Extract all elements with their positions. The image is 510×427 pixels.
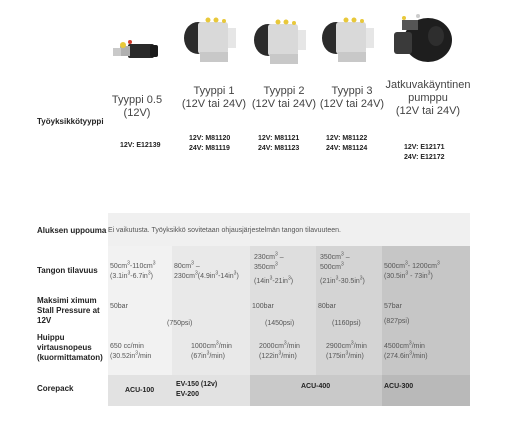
product-title-type-1 <box>178 85 250 111</box>
stall-bar-continuous: 57bar <box>384 303 402 310</box>
superscript: 3 <box>127 270 131 277</box>
row-label-unit-type: Työyksikkötyyppi <box>37 117 104 126</box>
corepack-type-2-3: ACU-400 <box>301 383 331 390</box>
superscript: 3 <box>269 275 273 282</box>
ram-volume-type-0-5 <box>110 262 156 282</box>
row-label-stall-pressure: Maksimi ximum Stall Pressure at 12V <box>37 296 100 325</box>
ram-volume-text: ) <box>362 278 365 285</box>
product-code: 12V: E12139 <box>120 142 161 149</box>
product-code: 12V: M81121 <box>258 135 300 142</box>
row-label-ram-volume: Tangon tilavuus <box>37 266 98 275</box>
superscript: 3 <box>127 260 130 267</box>
product-title-line: (12V tai 24V) <box>319 98 385 110</box>
product-image-continuous <box>388 10 458 70</box>
superscript: 3 <box>147 270 151 277</box>
flow-text: 2900cm <box>326 343 351 350</box>
superscript: 3 <box>335 275 339 282</box>
superscript: 3 <box>278 350 282 357</box>
ram-volume-text: – <box>193 263 200 270</box>
superscript: 3 <box>152 260 156 267</box>
stall-psi-continuous: (827psi) <box>384 318 410 325</box>
superscript: 3 <box>341 251 344 258</box>
superscript: 3 <box>409 350 413 357</box>
ram-volume-text: -110cm <box>129 263 153 270</box>
superscript: 3 <box>359 275 363 282</box>
superscript: 3 <box>233 270 237 277</box>
ram-volume-text: -14in <box>218 273 234 280</box>
product-image-type-2 <box>250 14 310 70</box>
ram-volume-text: -6.7in <box>130 273 148 280</box>
superscript: 3 <box>350 340 354 347</box>
flow-text: 2000cm <box>259 343 284 350</box>
product-code: 24V: M81123 <box>258 145 300 152</box>
product-codes-type-2 <box>258 134 299 154</box>
flow-type-0-5 <box>110 342 151 362</box>
stall-bar-type-0-5: 50bar <box>110 303 128 310</box>
product-title-line: Tyyppi 3 <box>331 85 373 97</box>
flow-text: (122in <box>259 353 279 360</box>
flow-text: /min <box>411 343 425 350</box>
flow-text: /min) <box>348 353 364 360</box>
flow-text: (274.6in <box>384 353 410 360</box>
product-title-line: (12V tai 24V) <box>181 98 247 110</box>
ram-volume-text: 80cm <box>174 263 192 270</box>
flow-text: /min <box>138 353 152 360</box>
product-title-type-3 <box>316 85 388 111</box>
superscript: 3 <box>275 261 278 268</box>
ram-volume-text: (4.9in <box>197 273 216 280</box>
corepack-text: EV-150 (12v) <box>176 381 218 388</box>
superscript: 3 <box>215 340 219 347</box>
superscript: 3 <box>427 270 431 277</box>
superscript: 3 <box>191 260 194 267</box>
product-codes-type-0-5 <box>120 141 160 151</box>
product-code: 24V: M81124 <box>326 145 368 152</box>
ram-volume-text: -30.5in <box>338 278 360 285</box>
ram-volume-text: 350cm <box>254 264 276 271</box>
ram-volume-text: (3.1in <box>110 273 128 280</box>
ram-volume-text: - 1200cm <box>407 263 437 270</box>
product-title-line: Tyyppi 2 <box>263 85 305 97</box>
superscript: 3 <box>275 251 278 258</box>
flow-text: (30.52in <box>110 353 136 360</box>
flow-type-1 <box>191 342 232 362</box>
stall-bar-type-3: 80bar <box>318 303 336 310</box>
superscript: 3 <box>408 340 412 347</box>
superscript: 3 <box>215 270 219 277</box>
product-title-line: (12V) <box>123 107 151 119</box>
product-title-line: (12V tai 24V) <box>251 98 317 110</box>
ram-volume-text: (30.5in <box>384 273 406 280</box>
superscript: 3 <box>405 270 409 277</box>
row-label-displacement: Aluksen uppouma <box>37 226 107 235</box>
superscript: 3 <box>135 350 139 357</box>
flow-text: /min <box>286 343 300 350</box>
product-code: 12V: M81122 <box>326 135 368 142</box>
ram-volume-text: ) <box>430 273 433 280</box>
ram-volume-text: - 73in <box>408 273 428 280</box>
superscript: 3 <box>287 275 291 282</box>
ram-volume-text: ) <box>236 273 239 280</box>
row-label-flow: Huippu virtausnopeus (kuormittamaton) <box>37 333 103 362</box>
flow-text: 4500cm <box>384 343 409 350</box>
superscript: 3 <box>345 350 349 357</box>
superscript: 3 <box>341 261 344 268</box>
stall-psi-type-0-5: (750psi) <box>167 320 193 327</box>
flow-continuous <box>384 342 428 362</box>
flow-text: /min <box>218 343 232 350</box>
ram-volume-text: -21in <box>272 278 288 285</box>
product-title-type-0-5 <box>108 94 166 120</box>
ram-volume-text: 350cm <box>320 254 342 261</box>
row-label-corepack: Corepack <box>37 384 74 393</box>
ram-volume-text: – <box>277 254 284 261</box>
flow-text: (67in <box>191 353 207 360</box>
product-codes-type-1 <box>189 134 230 154</box>
product-image-type-1 <box>180 12 240 68</box>
stall-psi-type-3: (1160psi) <box>332 320 361 327</box>
stall-psi-type-2: (1450psi) <box>265 320 295 327</box>
superscript: 3 <box>436 260 440 267</box>
flow-text: /min) <box>412 353 428 360</box>
ram-volume-type-2 <box>254 253 293 287</box>
flow-text: /min) <box>281 353 297 360</box>
corepack-text: EV-200 <box>176 391 199 398</box>
product-code: 24V: E12172 <box>404 154 445 161</box>
displacement-value: Ei vaikutusta. Työyksikkö sovitetaan ohjausjärjestelmän tangon tilavuuteen. <box>108 227 341 234</box>
ram-volume-text: – <box>343 254 350 261</box>
superscript: 3 <box>283 340 287 347</box>
ram-volume-type-1 <box>174 262 239 282</box>
product-codes-continuous <box>404 143 444 163</box>
flow-type-3 <box>326 342 367 362</box>
product-title-type-2 <box>248 85 320 111</box>
ram-volume-text: 500cm <box>384 263 406 270</box>
product-code: 12V: M81120 <box>189 135 231 142</box>
product-title-continuous <box>380 79 476 118</box>
ram-volume-continuous <box>384 262 440 282</box>
corepack-type-1 <box>176 380 217 400</box>
product-title-line: Jatkuvakäyntinen <box>385 79 471 91</box>
superscript: 3 <box>405 260 408 267</box>
ram-volume-text: 230cm <box>254 254 276 261</box>
flow-text: 1000cm <box>191 343 216 350</box>
product-image-type-0-5 <box>110 30 162 70</box>
stall-bar-type-2: 100bar <box>252 303 274 310</box>
ram-volume-text: ) <box>290 278 294 285</box>
flow-text: (175in <box>326 353 346 360</box>
product-code: 24V: M81119 <box>189 145 230 152</box>
product-title-line: Tyyppi 1 <box>193 85 235 97</box>
ram-volume-text: (21in <box>320 278 336 285</box>
ram-volume-text: (14in <box>254 278 270 285</box>
product-title-line: (12V tai 24V) <box>395 105 461 117</box>
ram-volume-text: ) <box>150 273 153 280</box>
flow-type-2 <box>259 342 300 362</box>
superscript: 3 <box>206 350 210 357</box>
corepack-continuous: ACU-300 <box>384 383 414 390</box>
corepack-type-0-5: ACU-100 <box>125 387 155 394</box>
flow-text: 650 cc/min <box>110 343 144 350</box>
ram-volume-text: 230cm <box>174 273 196 280</box>
ram-volume-text: 50cm <box>110 263 128 270</box>
product-image-type-3 <box>318 12 378 68</box>
superscript: 3 <box>195 270 198 277</box>
product-title-line: pumppu <box>408 92 448 104</box>
flow-text: /min) <box>209 353 225 360</box>
product-codes-type-3 <box>326 134 367 154</box>
ram-volume-text: 500cm <box>320 264 342 271</box>
product-title-line: Tyyppi 0.5 <box>111 94 163 106</box>
flow-text: /min <box>353 343 367 350</box>
ram-volume-type-3 <box>320 253 365 287</box>
product-code: 12V: E12171 <box>404 144 445 151</box>
